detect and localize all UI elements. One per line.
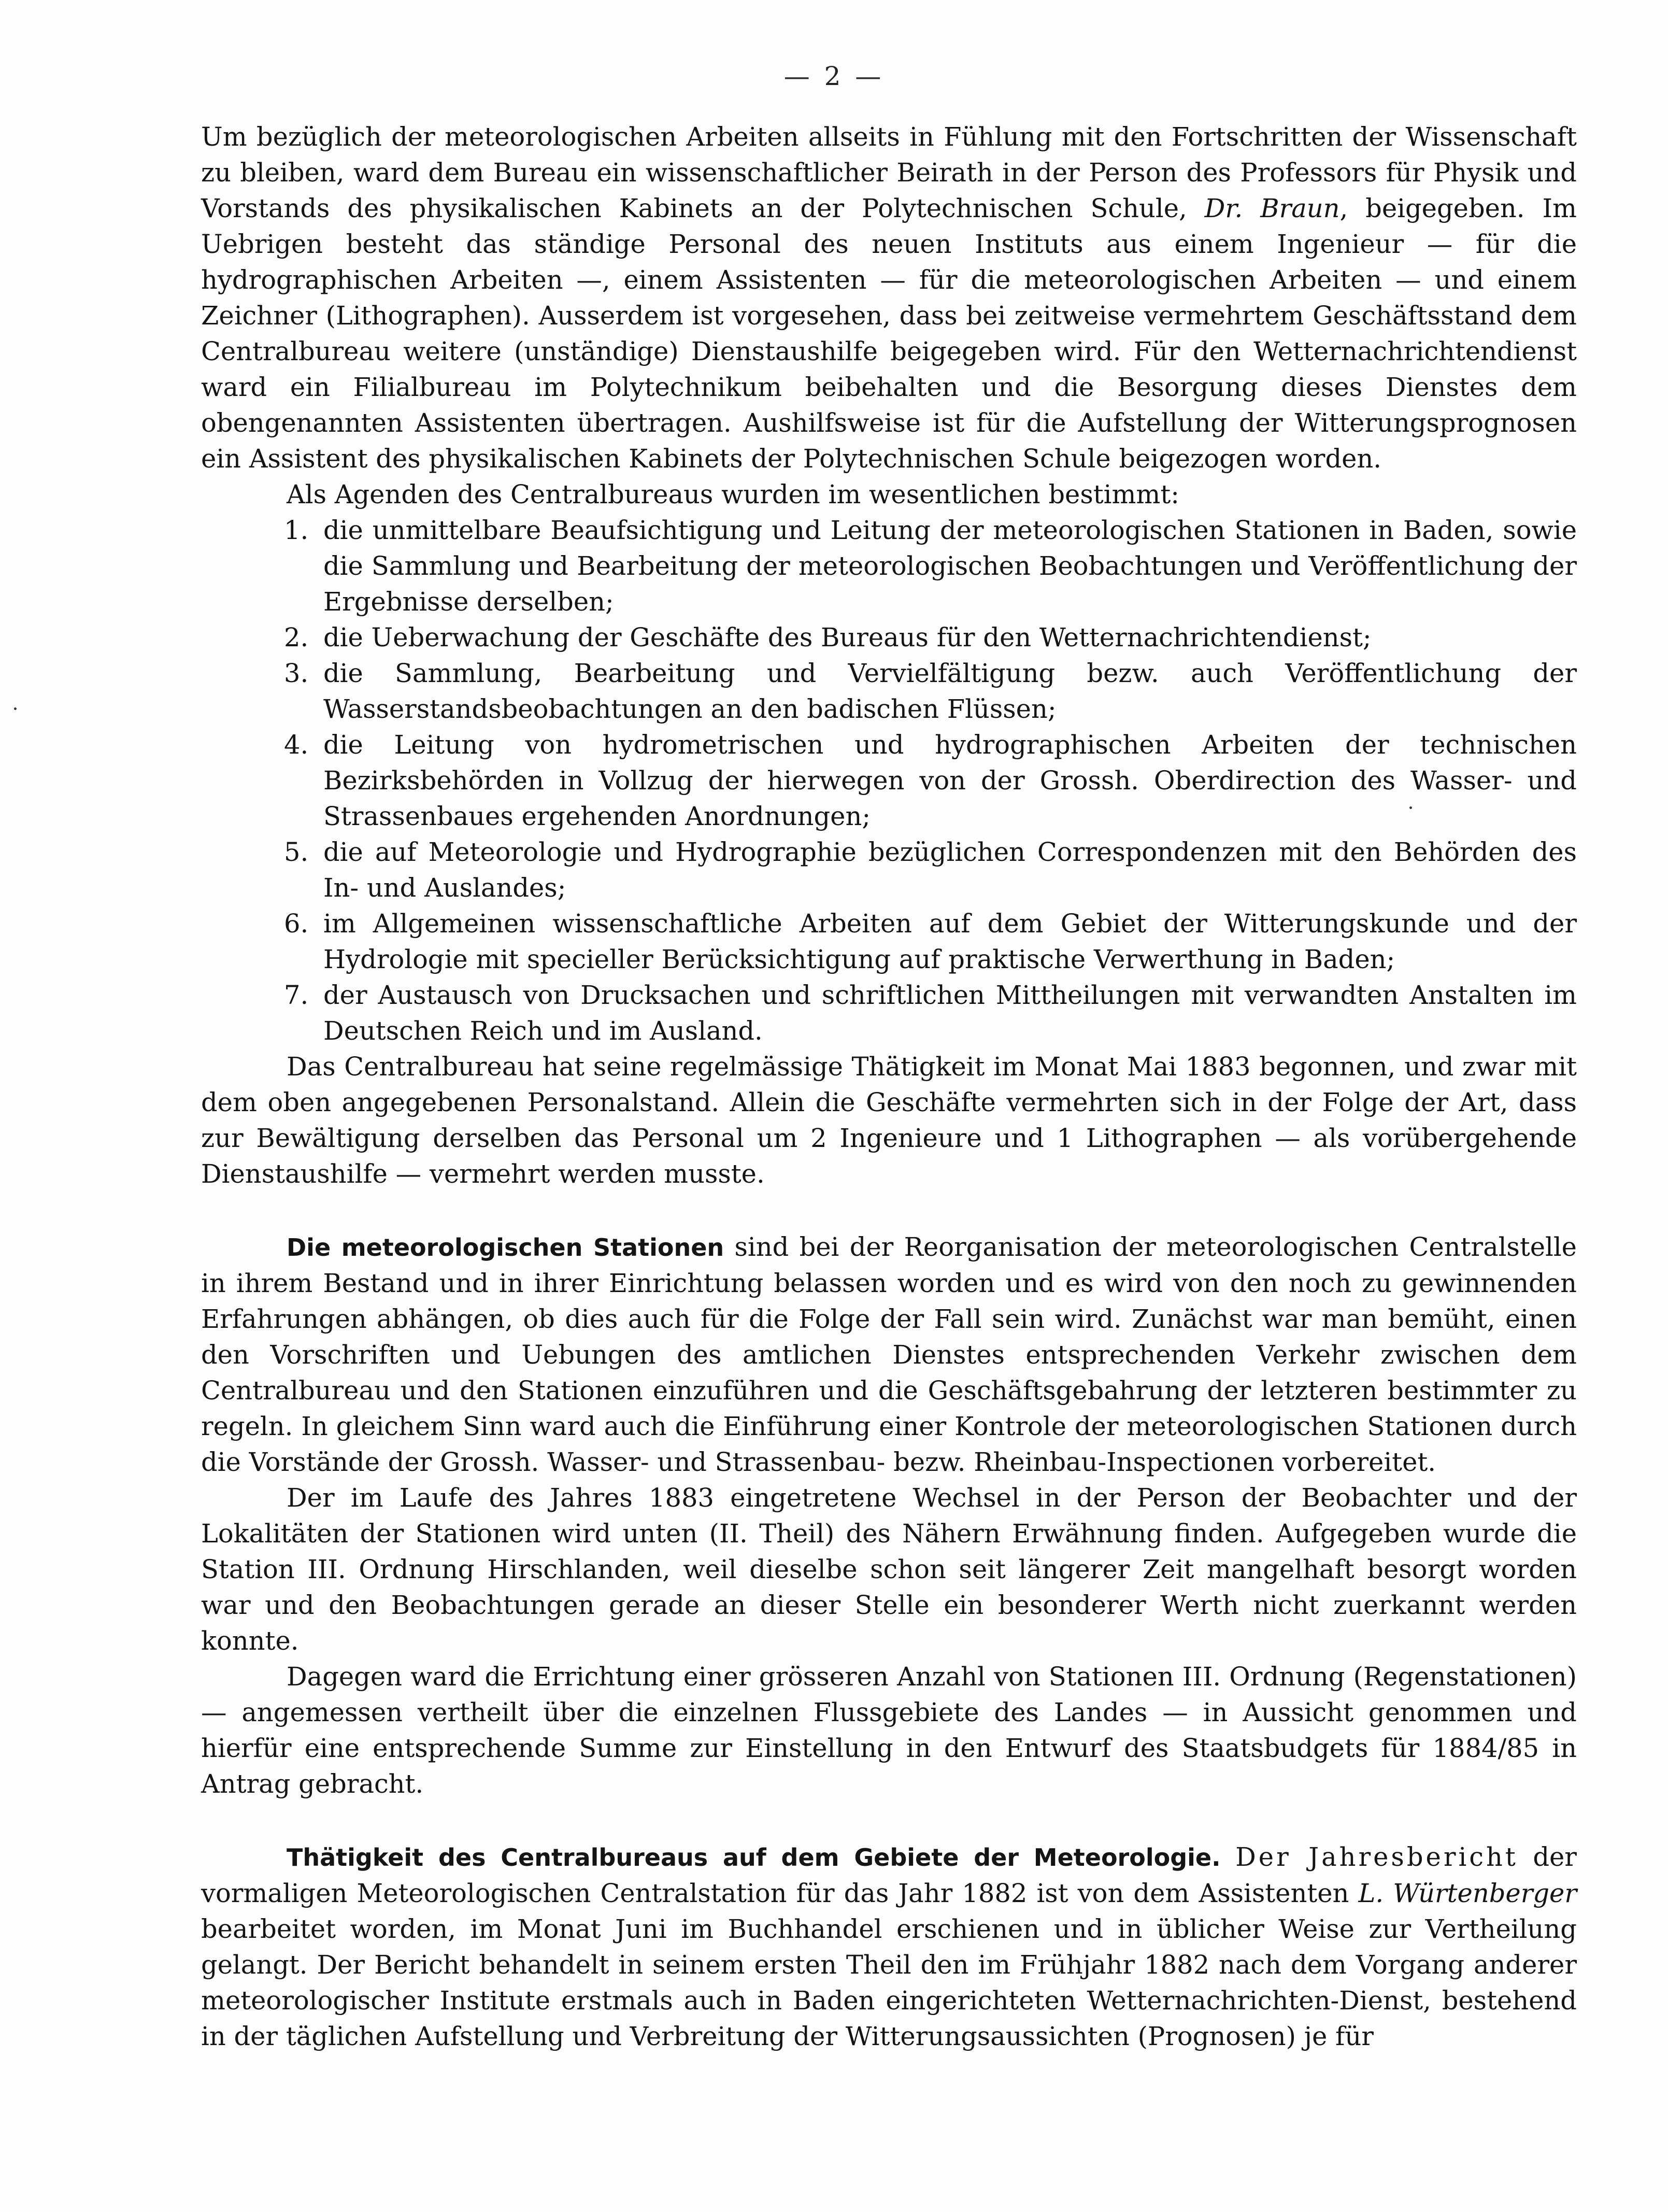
page-number: — 2 — <box>783 61 885 91</box>
agenda-item <box>201 727 1577 834</box>
paragraph-start-of-work: Das Centralbureau hat seine regelmässige Thätigkeit im Monat Mai 1883 begonnen, und zwar mit dem oben angegebenen Personalstand. Allein die Geschäfte vermehrten sich in der Folge der Art, dass zur Bewältigung derselben das Personal um 2 Ingenieure und 1 Lithographen — als vorübergehende Dienstaushilfe — vermehrt werden musste. <box>201 1052 1577 1189</box>
paragraph-activity-text-a: der vormaligen Meteorologischen Centralstation für das Jahr 1882 ist von dem Assistenten <box>201 1842 1577 1908</box>
agenda-item <box>201 656 1577 727</box>
paragraph-stations-text: sind bei der Reorganisation der meteorologischen Centralstelle in ihrem Bestand und in ihrer Einrichtung belassen worden und es wird von den noch zu gewinnenden Erfahrungen abhängen, ob dies auch für die Folge der Fall sein wird. Zunächst war man bemüht, einen den Vorschriften und Uebungen des amtlichen Dienstes entsprechenden Verkehr zwischen dem Centralbureau und den Stationen einzuführen und die Geschäftsgebahrung der letzteren bestimmter zu regeln. In gleichem Sinn ward auch die Einführung einer Kontrole der meteorologischen Stationen durch die Vorstände der Grossh. Wasser- und Strassenbau- bezw. Rheinbau-Inspectionen vorbereitet. <box>201 1232 1577 1477</box>
agenda-item <box>201 977 1577 1049</box>
agenda-item-text: die auf Meteorologie und Hydrographie bezüglichen Correspondenzen mit den Behörden des In- und Auslandes; <box>323 837 1577 903</box>
agenda-item-number: 2. <box>284 622 309 653</box>
agenda-item <box>201 834 1577 906</box>
agenda-item-number: 1. <box>284 515 309 545</box>
paragraph-activity <box>201 1839 1577 2054</box>
spaced-emphasis: Der Jahresbericht <box>1235 1842 1518 1872</box>
person-name-wuertenberger: L. Würtenberger <box>1358 1878 1577 1908</box>
paragraph-activity-text-b: bearbeitet worden, im Monat Juni im Buchhandel erschienen und in üblicher Weise zur Vertheilung gelangt. Der Bericht behandelt in seinem ersten Theil den im Frühjahr 1882 nach dem Vorgang anderer meteorologischer Institute erstmals auch in Baden eingerichteten Wetternachrichten-Dienst, bestehend in der täglichen Aufstellung und Verbreitung der Witterungsaussichten (Prognosen) je für <box>201 1914 1577 2051</box>
agenda-item-text: der Austausch von Drucksachen und schriftlichen Mittheilungen mit verwandten Anstalten im Deutschen Reich und im Ausland. <box>323 980 1577 1046</box>
person-name-braun: Dr. Braun <box>1204 193 1340 223</box>
section-heading-stations: Die meteorologischen Stationen <box>287 1233 724 1261</box>
agenda-item <box>201 906 1577 977</box>
agenda-item-text: die Ueberwachung der Geschäfte des Bureaus für den Wetternachrichtendienst; <box>323 622 1372 653</box>
agenda-intro: Als Agenden des Centralbureaus wurden im wesentlichen bestimmt: <box>287 479 1179 509</box>
paragraph-new-stations: Dagegen ward die Errichtung einer grösseren Anzahl von Stationen III. Ordnung (Regenstationen) — angemessen vertheilt über die einzelnen Flussgebiete des Landes — in Aussicht genommen und hierfür eine entsprechende Summe zur Einstellung in den Entwurf des Staatsbudgets für 1884/85 in Antrag gebracht. <box>201 1662 1577 1799</box>
agenda-item <box>201 620 1577 656</box>
paragraph-stations <box>201 1229 1577 1480</box>
agenda-item <box>201 513 1577 620</box>
agenda-item-number: 7. <box>284 980 309 1010</box>
paragraph-staff-text-b: , beigegeben. Im Uebrigen besteht das ständige Personal des neuen Instituts aus einem Ingenieur — für die hydrographischen Arbeiten —, einem Assistenten — für die meteorologischen Arbeiten — und einem Zeichner (Lithographen). Ausserdem ist vorgesehen, dass bei zeitweise vermehrtem Geschäftsstand dem Centralbureau weitere (unständige) Dienstaushilfe beigegeben wird. Für den Wetternachrichtendienst ward ein Filialbureau im Polytechnikum beibehalten und die Besorgung dieses Dienstes dem obengenannten Assistenten übertragen. Aushilfsweise ist für die Aufstellung der Witterungsprognosen ein Assistent des physikalischen Kabinets der Polytechnischen Schule beigezogen worden. <box>201 193 1577 474</box>
scan-speck <box>14 707 17 710</box>
agenda-item-text: die Sammlung, Bearbeitung und Vervielfältigung bezw. auch Veröffentlichung der Wasserstandsbeobachtungen an den badischen Flüssen; <box>323 658 1577 724</box>
agenda-list <box>201 513 1577 1049</box>
agenda-item-number: 5. <box>284 837 309 867</box>
agenda-item-text: die unmittelbare Beaufsichtigung und Leitung der meteorologischen Stationen in Baden, sowie die Sammlung und Bearbeitung der meteorologischen Beobachtungen und Veröffentlichung der Ergebnisse derselben; <box>323 515 1577 617</box>
agenda-item-number: 3. <box>284 658 309 688</box>
paragraph-staff <box>201 119 1577 477</box>
agenda-item-text: die Leitung von hydrometrischen und hydrographischen Arbeiten der technischen Bezirksbehörden in Vollzug der hierwegen von der Grossh. Oberdirection des Wasser- und Strassenbaues ergehenden Anordnungen; <box>323 730 1577 831</box>
section-heading-activity: Thätigkeit des Centralbureaus auf dem Gebiete der Meteorologie. <box>287 1844 1221 1871</box>
document-body <box>201 119 1577 2054</box>
paragraph-staff-text-a: Um bezüglich der meteorologischen Arbeiten allseits in Fühlung mit den Fortschritten der Wissenschaft zu bleiben, ward dem Bureau ein wissenschaftlicher Beirath in der Person des Professors für Physik und Vorstands des physikalischen Kabinets an der Polytechnischen Schule, <box>201 122 1577 223</box>
agenda-item-text: im Allgemeinen wissenschaftliche Arbeiten auf dem Gebiet der Witterungskunde und der Hydrologie mit specieller Berücksichtigung auf praktische Verwerthung in Baden; <box>323 909 1577 974</box>
agenda-item-number: 4. <box>284 730 309 760</box>
paragraph-station-changes: Der im Laufe des Jahres 1883 eingetretene Wechsel in der Person der Beobachter und der Lokalitäten der Stationen wird unten (II. Theil) des Nähern Erwähnung finden. Aufgegeben wurde die Station III. Ordnung Hirschlanden, weil dieselbe schon seit längerer Zeit mangelhaft besorgt worden war und den Beobachtungen gerade an dieser Stelle ein besonderer Werth nicht zuerkannt werden konnte. <box>201 1483 1577 1656</box>
agenda-item-number: 6. <box>284 909 309 939</box>
